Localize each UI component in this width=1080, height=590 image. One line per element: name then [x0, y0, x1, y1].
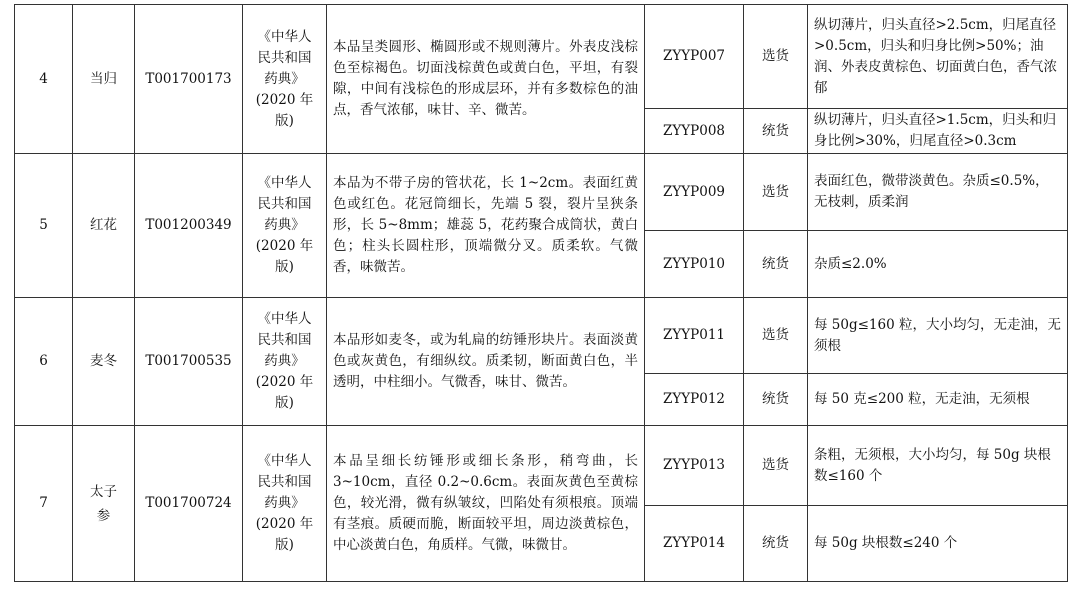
table-row [15, 426, 1068, 506]
grade-requirement: 杂质≤2.0% [808, 231, 1068, 298]
herb-description: 本品为不带子房的管状花，长 1~2cm。表面红黄色或红色。花冠筒细长，先端 5 裂，裂片呈狭条形，长 5~8mm；雄蕊 5，花药聚合成筒状，黄白色；柱头长圆柱形，顶端微分叉。质柔软。气微香，味微苦。 [327, 154, 645, 298]
grade-level: 选货 [744, 5, 808, 109]
herb-name: 麦冬 [73, 298, 135, 426]
grade-code: ZYYP007 [645, 5, 744, 109]
grade-code: ZYYP010 [645, 231, 744, 298]
grade-requirement: 纵切薄片，归头直径>2.5cm，归尾直径>0.5cm，归头和归身比例>50%；油润、外表皮黄棕色、切面黄白色，香气浓郁 [808, 5, 1068, 109]
standard-source: 《中华人 民共和国 药典》 (2020 年 版) [243, 426, 327, 582]
standard-source: 《中华人 民共和国 药典》 (2020 年 版) [243, 154, 327, 298]
herb-name: 当归 [73, 5, 135, 154]
herb-name: 红花 [73, 154, 135, 298]
grade-level: 选货 [744, 154, 808, 231]
grade-requirement: 每 50g≤160 粒，大小均匀，无走油，无须根 [808, 298, 1068, 374]
grade-requirement: 每 50 克≤200 粒，无走油，无须根 [808, 374, 1068, 426]
row-number: 7 [15, 426, 73, 582]
herb-id: T001700173 [135, 5, 243, 154]
grade-code: ZYYP011 [645, 298, 744, 374]
herb-id: T001700535 [135, 298, 243, 426]
table-row [15, 5, 1068, 109]
grade-level: 统货 [744, 506, 808, 582]
grade-level: 统货 [744, 109, 808, 154]
grade-code: ZYYP014 [645, 506, 744, 582]
row-number: 4 [15, 5, 73, 154]
grade-code: ZYYP012 [645, 374, 744, 426]
row-number: 6 [15, 298, 73, 426]
table-row [15, 154, 1068, 231]
herb-spec-table [14, 4, 1068, 582]
herb-id: T001700724 [135, 426, 243, 582]
herb-id: T001200349 [135, 154, 243, 298]
herb-description: 本品呈类圆形、椭圆形或不规则薄片。外表皮浅棕色至棕褐色。切面浅棕黄色或黄白色，平坦，有裂隙，中间有浅棕色的形成层环，并有多数棕色的油点，香气浓郁，味甘、辛、微苦。 [327, 5, 645, 154]
table-row [15, 298, 1068, 374]
grade-requirement: 表面红色，微带淡黄色。杂质≤0.5%，无枝刺，质柔润 [808, 154, 1068, 231]
grade-level: 统货 [744, 231, 808, 298]
herb-description: 本品呈细长纺锤形或细长条形，稍弯曲，长 3~10cm，直径 0.2~0.6cm。表面灰黄色至黄棕色，较光滑，微有纵皱纹，凹陷处有须根痕。顶端有茎痕。质硬而脆，断面较平坦，周边淡黄棕色，中心淡黄白色，角质样。气微，味微甘。 [327, 426, 645, 582]
standard-source: 《中华人 民共和国 药典》 (2020 年 版) [243, 5, 327, 154]
grade-requirement: 每 50g 块根数≤240 个 [808, 506, 1068, 582]
herb-name: 太子参 [73, 426, 135, 582]
row-number: 5 [15, 154, 73, 298]
grade-level: 选货 [744, 426, 808, 506]
grade-code: ZYYP009 [645, 154, 744, 231]
grade-level: 选货 [744, 298, 808, 374]
standard-source: 《中华人 民共和国 药典》 (2020 年 版) [243, 298, 327, 426]
grade-code: ZYYP008 [645, 109, 744, 154]
grade-level: 统货 [744, 374, 808, 426]
herb-description: 本品形如麦冬，或为轧扁的纺锤形块片。表面淡黄色或灰黄色，有细纵纹。质柔韧，断面黄白色，半透明，中柱细小。气微香，味甘、微苦。 [327, 298, 645, 426]
grade-requirement: 条粗，无须根，大小均匀，每 50g 块根数≤160 个 [808, 426, 1068, 506]
grade-code: ZYYP013 [645, 426, 744, 506]
grade-requirement: 纵切薄片，归头直径>1.5cm，归头和归身比例>30%，归尾直径>0.3cm [808, 109, 1068, 154]
